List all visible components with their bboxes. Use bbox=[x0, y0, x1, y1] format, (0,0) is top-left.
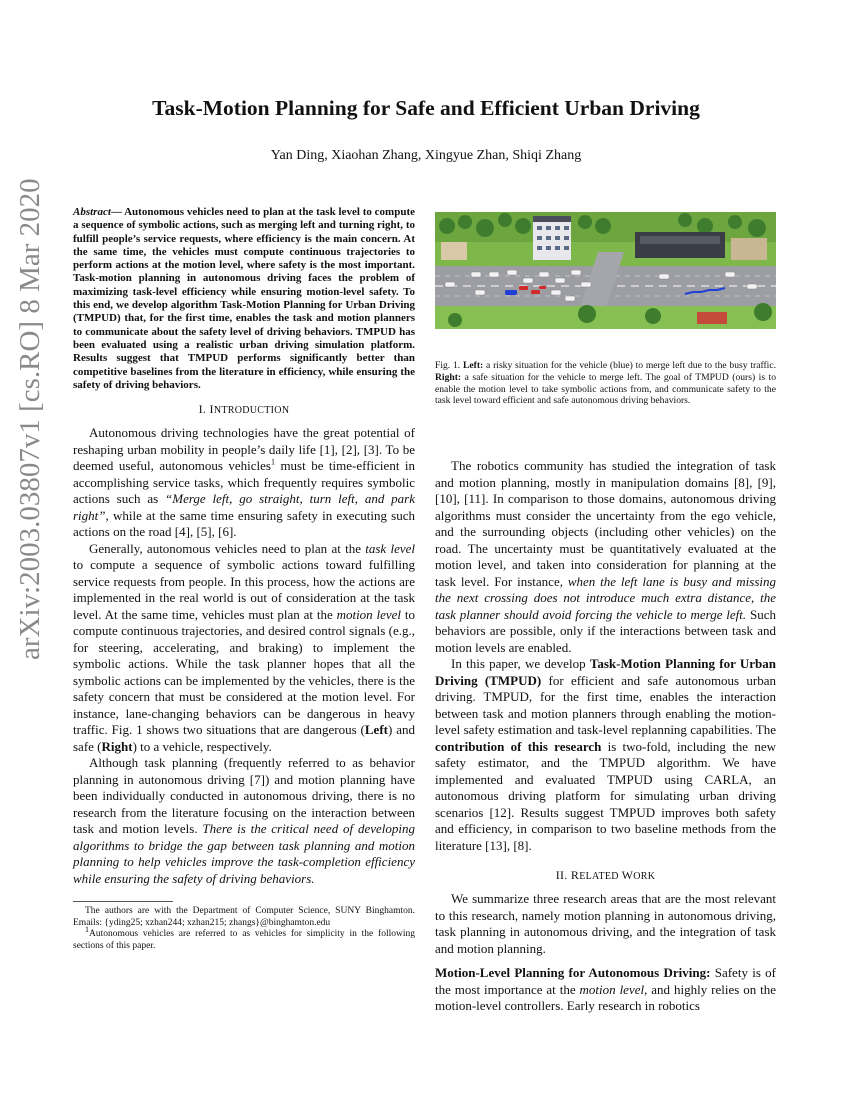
caption-left-label: Left: bbox=[462, 360, 484, 371]
right-paragraph-3: We summarize three research areas that are the most relevant to this research, namely motion planning in autonomous driving, task planning in autonomous driving, and the integration of task and motion planning. bbox=[435, 891, 776, 956]
abstract-text: Autonomous vehicles need to plan at the task level to compute a sequence of symbolic actions, such as merging left and turning right, to fulfill people’s service requests, where efficiency is the main concern. At the same time, the vehicles must compute continuous trajectories to perform actions at the motion level, where safety is the most important. Task-motion planning in autonomous driving faces the problem of maximizing task-level efficiency while ensuring motion-level safety. To this end, we develop algorithm Task-Motion Planning for Urban Driving (TMPUD) that, for the first time, enables the task and motion planners to communicate about the safety level of driving behaviors. TMPUD has been evaluated using a realistic urban driving simulation platform. Results suggest that TMPUD performs significantly better than competitive baselines from the literature in efficiency, while ensuring the safety of driving behaviors. bbox=[73, 206, 415, 391]
section-rest: NTRODUCTION bbox=[213, 405, 290, 417]
left-column bbox=[73, 206, 415, 952]
figure-1-caption: Fig. 1. Left: a risky situation for the vehicle (blue) to merge left due to the busy traffic. Right: a safe situation for the vehicle to merge left. The goal of TMPUD (ours) is to enable the motion level to take symbolic actions from, and communicate safety to the task level toward efficient and safe autonomous driving behaviors. bbox=[435, 360, 776, 407]
right-paragraph-1: The robotics community has studied the integration of task and motion planning, mostly in manipulation domains [8], [9], [10], [11]. In comparison to those domains, autonomous driving algorithms must consider the uncertainty from the ego vehicle, and the surrounding objects (including other vehicles) on the road. The uncertainty must be quantitatively evaluated at the motion level, and taken into consideration for planning at the task level. For instance, when the left lane is busy and missing the next crossing does not introduce much extra distance, the task planner should avoid forcing the vehicle to merge left. Such behaviors are possible, only if the interactions between task and motion levels are enabled. bbox=[435, 458, 777, 655]
footnote-1: $^1$Autonomous vehicles are referred to as vehicles for simplicity in the following sections of this paper. bbox=[73, 925, 415, 951]
figure-1-image bbox=[435, 212, 776, 329]
caption-right-label: Right: bbox=[435, 371, 462, 383]
intro-paragraph-1: Autonomous driving technologies have the great potential of reshaping urban mobility in people’s daily life [1], [2], [3]. To be deemed useful, autonomous vehicles$^1$ must be time-efficient in accomplishing service tasks, which frequently requires symbolic actions such as “Merge left, go straight, turn left, and park right”, while at the same time ensuring safety in executing such actions on the road [4], [5], [6]. bbox=[73, 425, 416, 540]
footnote-rule bbox=[73, 901, 173, 902]
footnote-marker: 1 bbox=[270, 457, 275, 467]
abstract-dash: — bbox=[110, 206, 122, 218]
right-column bbox=[435, 458, 776, 1015]
section-heading-introduction bbox=[73, 402, 415, 417]
right-paragraph-2: In this paper, we develop Task-Motion Planning for Urban Driving (TMPUD) for efficient and safe autonomous urban driving. TMPUD, for the first time, enables the interaction between task and motion planners through enabling the motion-level safety estimation and task-level replanning capabilities. The contribution of this research is two-fold, including the new safety estimator, and the TMPUD algorithm. We have implemented and evaluated TMPUD using CARLA, an autonomous driving platform for simulating urban driving scenarios [12]. Results suggest TMPUD improves both safety and efficiency, in comparison to two baseline methods from the literature [13], [8]. bbox=[435, 656, 777, 853]
section-heading-related-work: II. RELATED WORK bbox=[555, 868, 656, 882]
intro-paragraph-3: Although task planning (frequently referred to as behavior planning in autonomous driving [7]) and motion planning have been individually conducted in autonomous driving, there is no research from the literature focusing on the interaction between task and motion levels. There is the critical need of developing algorithms to bridge the gap between task planning and motion planning to help vehicles improve the task-completion efficiency while ensuring the safety of driving behaviors. bbox=[73, 755, 415, 886]
paper-title: Task-Motion Planning for Safe and Efficient Urban Driving bbox=[152, 96, 700, 120]
intro-paragraph-2: Generally, autonomous vehicles need to plan at the task level to compute a sequence of symbolic actions toward fulfilling service requests from people. In this process, how the actions are implemented in the real world is out of consideration at the task level. At the same time, vehicles must plan at the motion level to compute continuous trajectories, and desired control signals (e.g., for steering, accelerating, and braking) to implement the symbolic actions. While the task planner hopes that all the symbolic actions can be implemented by the vehicles, there is the safety concern that must be considered at the motion level. For instance, lane-changing behaviors can be dangerous in heavy traffic. Fig. 1 shows two situations that are dangerous (Left) and safe (Right) to a vehicle, respectively. bbox=[73, 540, 415, 754]
arxiv-side-stamp: arXiv:2003.03807v1 [cs.RO] 8 Mar 2020 bbox=[14, 178, 46, 660]
paper-authors: Yan Ding, Xiaohan Zhang, Xingyue Zhan, Shiqi Zhang bbox=[270, 148, 582, 163]
abstract bbox=[73, 206, 415, 392]
footnote-affiliation: The authors are with the Department of Computer Science, SUNY Binghamton. Emails: {yding25; xzhan244; xzhan215; zhangs}@binghamton.edu bbox=[73, 906, 415, 928]
right-paragraph-4: Motion-Level Planning for Autonomous Driving: Safety is of the most importance at the motion level, and highly relies on the motion-level controllers. Early research in robotics bbox=[435, 965, 777, 1013]
section-number: I. bbox=[198, 402, 210, 417]
abstract-label: Abstract bbox=[73, 206, 111, 218]
urban-driving-scene-illustration bbox=[435, 212, 776, 329]
section-initial: I bbox=[209, 402, 214, 417]
